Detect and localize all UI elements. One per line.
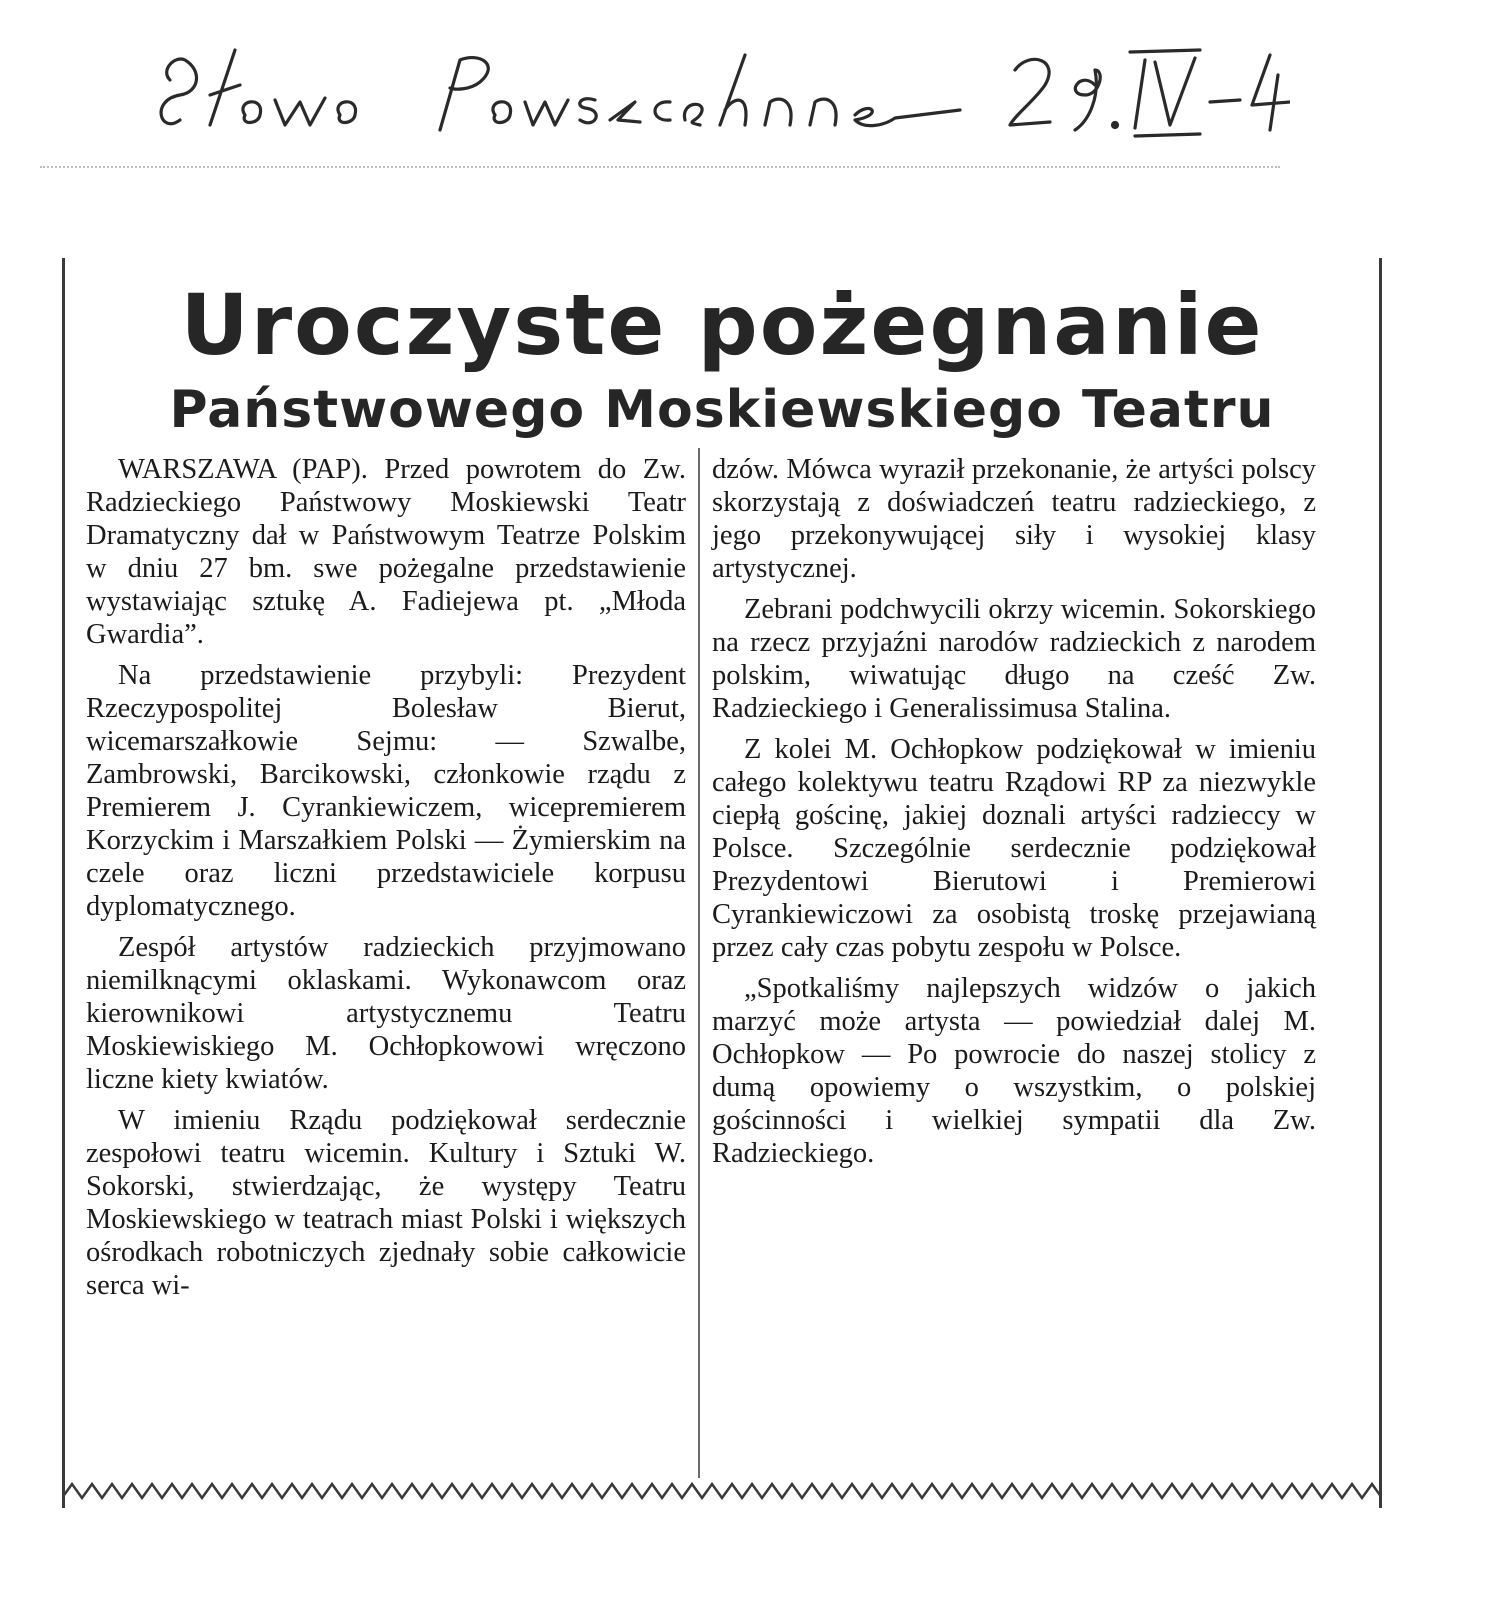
article-paragraph: „Spotkaliśmy najlepszych widzów o jakich marzyć może artysta — powiedział dalej M. Ochłopkow — Po powrocie do naszej stolicy z dumą opowiemy o wszystkim, o polskiej gościnności i wielkiej sympatii dla Zw. Radzieckiego. [712,973,1316,1169]
zigzag-line-drawing [62,1480,1382,1504]
article-column-left [86,453,686,1310]
article-paragraph: Zebrani podchwycili okrzy wicemin. Sokorskiego na rzecz przyjaźni narodów radzieckich z narodem polskim, wiwatując długo na cześć Zw. Radzieckiego i Generalissimusa Stalina. [712,594,1316,724]
article-paragraph: Z kolei M. Ochłopkow podziękował w imieniu całego kolektywu teatru Rządowi RP za niezwykle ciepłą gościnę, jakiej doznali artyści radzieccy w Polsce. Szczególnie serdecznie podziękował Prezydentowi Bierutowi i Premierowi Cyrankiewiczowi za osobistą troskę przejawianą przez cały czas pobytu zespołu w Polsce. [712,734,1316,963]
zigzag-bottom-border [62,1480,1382,1504]
column-divider [698,448,700,1478]
article-paragraph: Na przedstawienie przybyli: Prezydent Rzeczypospolitej Bolesław Bierut, wicemarszałkowie Sejmu: — Szwalbe, Zambrowski, Barcikowski, członkowie rządu z Premierem J. Cyrankiewiczem, wicepremierem Korzyckim i Marszałkiem Polski — Żymierskim na czele oraz liczni przedstawiciele korpusu dyplomatycznego. [86,660,686,922]
dotted-separator [40,166,1280,168]
handwritten-annotation [140,40,1290,150]
newspaper-clipping [62,258,1382,1520]
headline-main: Uroczyste pożegnanie [180,276,1264,374]
clipping-left-border [62,258,65,1508]
headline-sub: Państwowego Moskiewskiego Teatru [169,380,1275,440]
article-paragraph: Zespół artystów radzieckich przyjmowano niemilknącymi oklaskami. Wykonawcom oraz kierownikowi artystycznemu Teatru Moskiewiskiego M. Ochłopkowowi wręczono liczne kiety kwiatów. [86,932,686,1095]
handwriting-signature-drawing [140,40,1290,150]
article-paragraph: WARSZAWA (PAP). Przed powrotem do Zw. Radzieckiego Państwowy Moskiewski Teatr Dramatyczny dał w Państwowym Teatrze Polskim w dniu 27 bm. swe pożegalne przedstawienie wystawiając sztukę A. Fadiejewa pt. „Młoda Gwardia”. [86,454,686,650]
article-paragraph: W imieniu Rządu podziękował serdecznie zespołowi teatru wicemin. Kultury i Sztuki W. Sokorski, stwierdzając, że występy Teatru Moskiewskiego w teatrach miast Polski i większych ośrodkach robotniczych zjednały sobie całkowicie serca wi- [86,1105,686,1301]
clipping-right-border [1379,258,1382,1508]
article-column-right [712,453,1316,1178]
article-paragraph: dzów. Mówca wyraził przekonanie, że artyści polscy skorzystają z doświadczeń teatru radzieckiego, z jego przekonywującej siły i wysokiej klasy artystycznej. [712,454,1316,584]
